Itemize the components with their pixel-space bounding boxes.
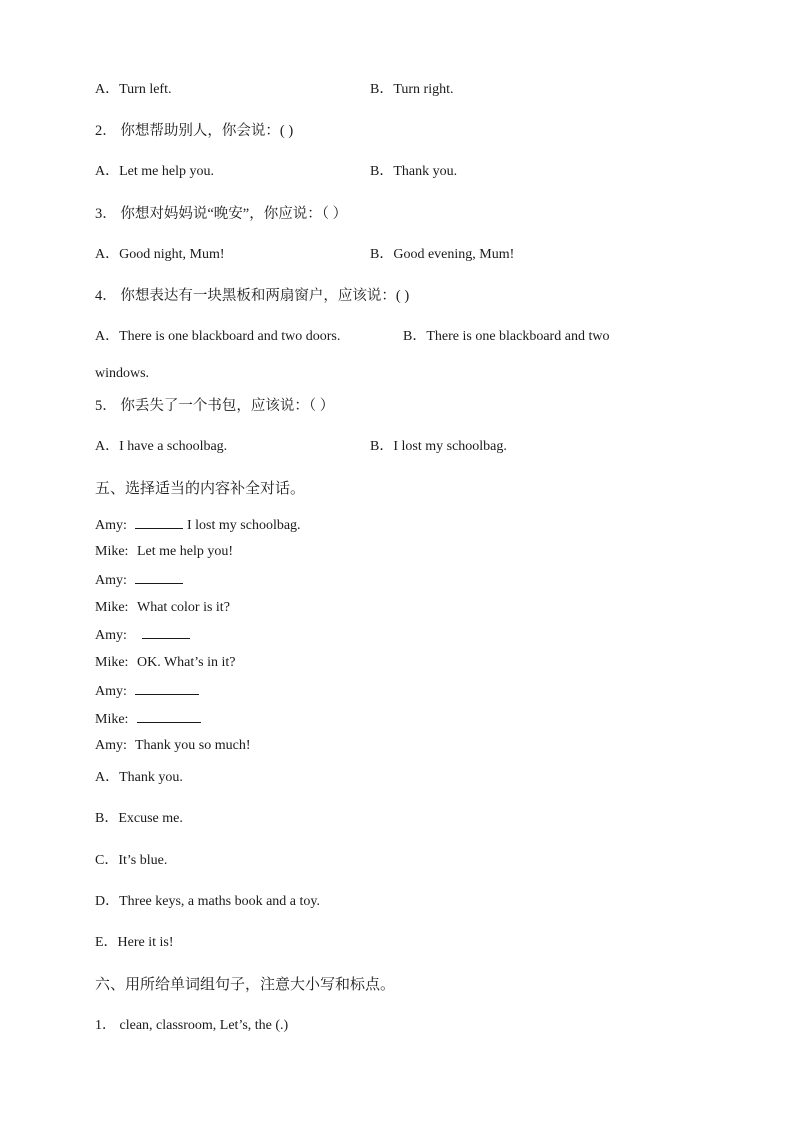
answer-blank[interactable]: [142, 626, 190, 639]
q4-stem: 4． 你想表达有一块黑板和两扇窗户，应该说：( ): [95, 288, 410, 304]
section-5-title: 五、选择适当的内容补全对话。: [95, 481, 306, 497]
option-a: A．Thank you.: [95, 770, 183, 785]
answer-blank[interactable]: [137, 710, 201, 723]
dialogue-line: [95, 737, 250, 755]
dialogue-line: [95, 682, 199, 701]
q3-option-b: B．Good evening, Mum!: [370, 247, 515, 262]
speaker: Amy:: [95, 684, 127, 699]
dialogue-line: [95, 543, 233, 561]
q5-option-a: A．I have a schoolbag.: [95, 439, 228, 454]
q3-stem: 3． 你想对妈妈说“晚安”，你应说：（ ）: [95, 206, 348, 222]
speaker: Mike:: [95, 600, 129, 615]
speaker: Amy:: [95, 518, 127, 533]
dialogue-text: What color is it?: [137, 600, 230, 615]
q2-stem: 2． 你想帮助别人，你会说：( ): [95, 123, 294, 139]
speaker: Amy:: [95, 628, 127, 643]
dialogue-line: [95, 516, 301, 535]
speaker: Amy:: [95, 738, 127, 753]
q1-option-a: A．Turn left.: [95, 82, 172, 97]
answer-blank[interactable]: [135, 682, 199, 695]
dialogue-line: [95, 710, 201, 729]
option-b: B．Excuse me.: [95, 811, 183, 826]
dialogue-line: [95, 654, 236, 672]
answer-blank[interactable]: [135, 571, 183, 584]
section-6-title: 六、用所给单词组句子，注意大小写和标点。: [95, 977, 396, 993]
dialogue-text: Thank you so much!: [135, 738, 251, 753]
speaker: Mike:: [95, 655, 129, 670]
speaker: Mike:: [95, 712, 129, 727]
q4-option-b-continued: windows.: [95, 366, 150, 381]
speaker: Amy:: [95, 573, 127, 588]
dialogue-line: [95, 599, 230, 617]
option-e: E．Here it is!: [95, 935, 174, 950]
q4-option-a: A．There is one blackboard and two doors.: [95, 329, 341, 344]
q3-option-a: A．Good night, Mum!: [95, 247, 225, 262]
speaker: Mike:: [95, 544, 129, 559]
dialogue-text: Let me help you!: [137, 544, 234, 559]
q2-option-a: A．Let me help you.: [95, 164, 214, 179]
q5-option-b: B．I lost my schoolbag.: [370, 439, 507, 454]
q4-option-b: B．There is one blackboard and two: [403, 329, 610, 344]
dialogue-line: [95, 626, 190, 645]
option-d: D．Three keys, a maths book and a toy.: [95, 894, 320, 909]
dialogue-text: I lost my schoolbag.: [187, 518, 301, 533]
q1-option-b: B．Turn right.: [370, 82, 454, 97]
option-c: C．It’s blue.: [95, 853, 168, 868]
section-6-question-1: 1． clean, classroom, Let’s, the (.): [95, 1018, 289, 1033]
q5-stem: 5． 你丢失了一个书包，应该说：（ ）: [95, 398, 335, 414]
dialogue-text: OK. What’s in it?: [137, 655, 236, 670]
q2-option-b: B．Thank you.: [370, 164, 458, 179]
answer-blank[interactable]: [135, 516, 183, 529]
dialogue-line: [95, 571, 183, 590]
